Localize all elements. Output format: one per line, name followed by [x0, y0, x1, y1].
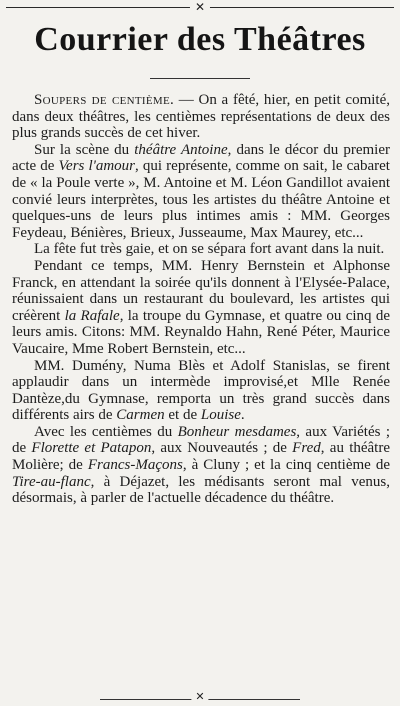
text-run: , la troupe du Gymnase, et quatre ou cinq de leurs amis. Citons: MM. Reynaldo Hahn, René Péter, Maurice Vaucaire, Mme Robert Bernstein, etc...	[12, 307, 390, 357]
text-run: et de	[164, 407, 201, 424]
italic-title: Tire-au-flanc	[12, 473, 91, 490]
paragraph-lead: Soupers de centième.	[34, 92, 175, 108]
italic-title: Vers l'amour	[58, 158, 136, 175]
article-paragraph	[12, 258, 390, 358]
text-run: , qui représente, comme on sait, le cabaret de « la Poule verte », M. Antoine et M. Léon Gandillot avaient convié leurs interprètes, tous les artistes du théâtre Antoine et quelques-uns de leurs plus intimes amis : MM. Georges Feydeau, Bénières, Brieux, Jusseaume, Max Maurey, etc...	[12, 158, 390, 241]
text-run: MM. Dumény, Numa Blès et Adolf Stanislas, se firent applaudir dans un intermède improvisé,et Mlle Renée Dantèze,du Gymnase, remporta un très grand succès dans différents airs de	[12, 357, 390, 424]
column-title: Courrier des Théâtres	[34, 21, 366, 58]
text-run: Avec les centièmes du	[34, 423, 178, 440]
article-paragraph	[12, 358, 390, 424]
article-paragraph	[12, 424, 390, 507]
italic-title: Bonheur mesdames	[177, 423, 297, 440]
italic-title: Francs-Maçons	[87, 457, 183, 474]
text-run: , aux Variétés ; de	[12, 423, 390, 457]
article-paragraph	[12, 142, 390, 242]
article-paragraph	[12, 241, 390, 258]
italic-title: Fred	[292, 440, 321, 457]
text-run: La fête fut très gaie, et on se sépara fort avant dans la nuit.	[34, 241, 385, 258]
italic-title: théâtre Antoine	[134, 141, 228, 158]
top-ornament: ✕	[190, 0, 210, 14]
italic-title: Florette et Patapon	[31, 440, 152, 457]
text-run: Sur la scène du	[34, 141, 135, 158]
bottom-ornament: ✕	[191, 690, 208, 704]
text-run: .	[240, 407, 245, 424]
article-paragraph	[12, 92, 390, 142]
italic-title: Carmen	[116, 407, 165, 424]
text-run: , dans le décor du premier acte de	[12, 141, 390, 175]
text-run: , aux Nouveautés ; de	[151, 440, 293, 457]
article-body	[12, 92, 390, 507]
text-run: , à Cluny ; et la cinq centième de	[182, 457, 391, 474]
text-run: Pendant ce temps, MM. Henry Bernstein et Alphonse Franck, en attendant la soirée qu'ils donnent à l'Elysée-Palace, réunissaient dans un restaurant du boulevard, les artistes qui créèrent	[12, 257, 390, 324]
text-run: — On a fêté, hier, en petit comité, dans deux théâtres, les centièmes représentations de deux des plus grands succès de cet hiver.	[12, 92, 390, 142]
title-rule	[150, 78, 250, 79]
italic-title: Louise	[200, 407, 241, 424]
text-run: , à Déjazet, les médisants seront mal venus, désormais, à parler de l'actuelle décadence du théâtre.	[12, 473, 390, 507]
text-run: , au théâtre Molière; de	[12, 440, 390, 474]
italic-title: la Rafale	[64, 307, 120, 324]
